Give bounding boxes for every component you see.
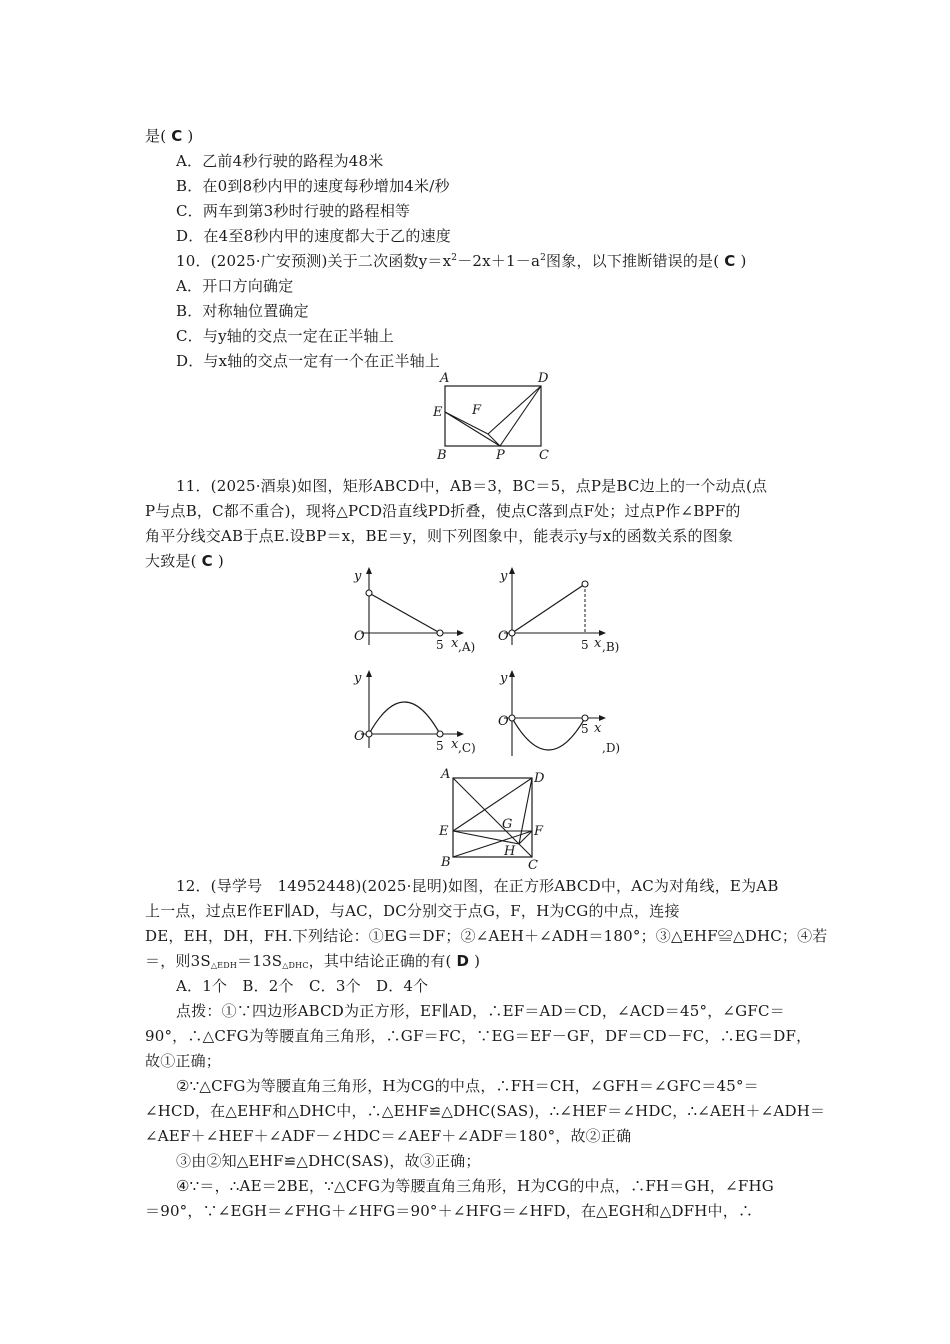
- q9-option-a: A．乙前4秒行驶的路程为48米: [176, 152, 384, 170]
- q9-option-d: D．在4至8秒内甲的速度都大于乙的速度: [176, 227, 451, 245]
- analysis-line-3: 故①正确；: [145, 1052, 222, 1070]
- q9-answer: C: [171, 127, 183, 145]
- analysis-line-9: ＝90°，∵∠EGH＝∠FHG＋∠HFG＝90°＋∠HFG＝∠HFD，在△EGH和△DFH中，∴: [145, 1202, 754, 1220]
- analysis-line-1: 点拨：①∵四边形ABCD为正方形，EF∥AD，∴EF＝AD＝CD，∠ACD＝45°，∠GFC＝: [176, 1002, 785, 1020]
- label-a: A: [440, 371, 450, 386]
- q9-option-c: C．两车到第3秒时行驶的路程相等: [176, 202, 411, 220]
- q10-option-b: B．对称轴位置确定: [176, 302, 309, 320]
- graph-d-caption: ,D): [602, 741, 621, 755]
- q9-tail: 是( C ): [145, 127, 194, 145]
- svg-text:x: x: [594, 636, 602, 651]
- svg-text:5: 5: [581, 722, 589, 736]
- q12-line-1: 12．(导学号 14952448)(2025·昆明)如图，在正方形ABCD中，AC为对角线，E为AB: [176, 877, 779, 895]
- q11-line-2: P与点B，C都不重合)，现将△PCD沿直线PD折叠，使点C落到点F处；过点P作∠BPF的: [145, 502, 741, 520]
- svg-text:5: 5: [436, 638, 444, 652]
- label-f: F: [472, 403, 482, 418]
- graph-b: [492, 565, 632, 660]
- square-abcd-figure: [436, 767, 551, 873]
- graph-a-caption: ,A): [458, 640, 476, 654]
- svg-text:O: O: [498, 714, 509, 729]
- analysis-line-5: ∠HCD，在△EHF和△DHC中，∴△EHF≌△DHC(SAS)，∴∠HEF＝∠HDC，∴∠AEH＋∠ADH＝: [145, 1102, 826, 1120]
- sq-label-c: C: [528, 858, 538, 873]
- svg-text:x: x: [451, 737, 459, 752]
- q12-answer: D: [456, 952, 470, 970]
- svg-text:y: y: [500, 569, 508, 584]
- svg-text:y: y: [500, 671, 508, 686]
- q12-line-2: 上一点，过点E作EF∥AD，与AC，DC分别交于点G，F，H为CG的中点，连接: [145, 902, 680, 920]
- analysis-line-8: ④∵＝，∴AE＝2BE，∵△CFG为等腰直角三角形，H为CG的中点，∴FH＝GH，∠FHG: [176, 1177, 774, 1195]
- q10-stem: 10．(2025·广安预测)关于二次函数$y=x^2-2x+1-a^2$图象，以下推断错误的是( C ): [176, 252, 747, 270]
- graph-c: [345, 668, 480, 758]
- analysis-line-6: ∠AEF＋∠HEF＋∠ADF－∠HDC＝∠AEF＋∠ADF＝180°，故②正确: [145, 1127, 632, 1145]
- q11-line-4: 大致是( C ): [145, 552, 224, 570]
- svg-text:O: O: [354, 629, 365, 644]
- q10-answer: C: [724, 252, 736, 270]
- svg-text:x: x: [594, 721, 602, 736]
- label-p: P: [496, 448, 505, 463]
- q11-line-1: 11．(2025·酒泉)如图，矩形ABCD中，AB＝3，BC＝5，点P是BC边上的一个动点(点: [176, 477, 768, 495]
- sq-label-b: B: [441, 855, 451, 870]
- sq-label-e: E: [439, 824, 449, 839]
- q12-line-3: DE，EH，DH，FH.下列结论：①EG＝DF；②∠AEH＋∠ADH＝180°；③△EHF≌△DHC；④若: [145, 927, 828, 945]
- svg-text:x: x: [451, 636, 459, 651]
- label-b: B: [437, 448, 447, 463]
- q10-option-d: D．与x轴的交点一定有一个在正半轴上: [176, 352, 441, 370]
- label-c: C: [539, 448, 549, 463]
- sq-label-d: D: [534, 771, 545, 786]
- q11-answer: C: [201, 552, 213, 570]
- q9-option-b: B．在0到8秒内甲的速度每秒增加4米/秒: [176, 177, 450, 195]
- label-e: E: [433, 405, 443, 420]
- svg-text:O: O: [354, 729, 365, 744]
- sq-label-a: A: [441, 767, 451, 782]
- analysis-line-2: 90°，∴△CFG为等腰直角三角形，∴GF＝FC，∵EG＝EF－GF，DF＝CD－FC，∴EG＝DF，: [145, 1027, 812, 1045]
- q11-line-3: 角平分线交AB于点E.设BP＝x，BE＝y，则下列图象中，能表示y与x的函数关系的图象: [145, 527, 734, 545]
- sq-label-g: G: [502, 817, 513, 832]
- analysis-line-4: ②∵△CFG为等腰直角三角形，H为CG的中点，∴FH＝CH，∠GFH＝∠GFC＝45°＝: [176, 1077, 759, 1095]
- graph-d: [492, 668, 632, 763]
- graph-a: [345, 565, 475, 660]
- svg-text:y: y: [354, 569, 362, 584]
- svg-text:5: 5: [436, 739, 444, 753]
- svg-text:y: y: [354, 671, 362, 686]
- svg-text:5: 5: [581, 638, 589, 652]
- sq-label-h: H: [504, 844, 516, 859]
- graph-c-caption: ,C): [458, 741, 476, 755]
- graph-b-caption: ,B): [602, 640, 620, 654]
- svg-text:O: O: [498, 629, 509, 644]
- q12-options: A．1个 B．2个 C．3个 D．4个: [176, 977, 429, 995]
- rectangle-abcd-figure: [430, 370, 560, 462]
- sq-label-f: F: [534, 824, 544, 839]
- q10-option-a: A．开口方向确定: [176, 277, 294, 295]
- label-d: D: [538, 371, 549, 386]
- q10-option-c: C．与y轴的交点一定在正半轴上: [176, 327, 394, 345]
- q12-line-4: ＝，则$3S_{\triangle EDH}=13S_{\triangle DHC}$，其中结论正确的有( D ): [145, 952, 481, 970]
- analysis-line-7: ③由②知△EHF≌△DHC(SAS)，故③正确；: [176, 1152, 481, 1170]
